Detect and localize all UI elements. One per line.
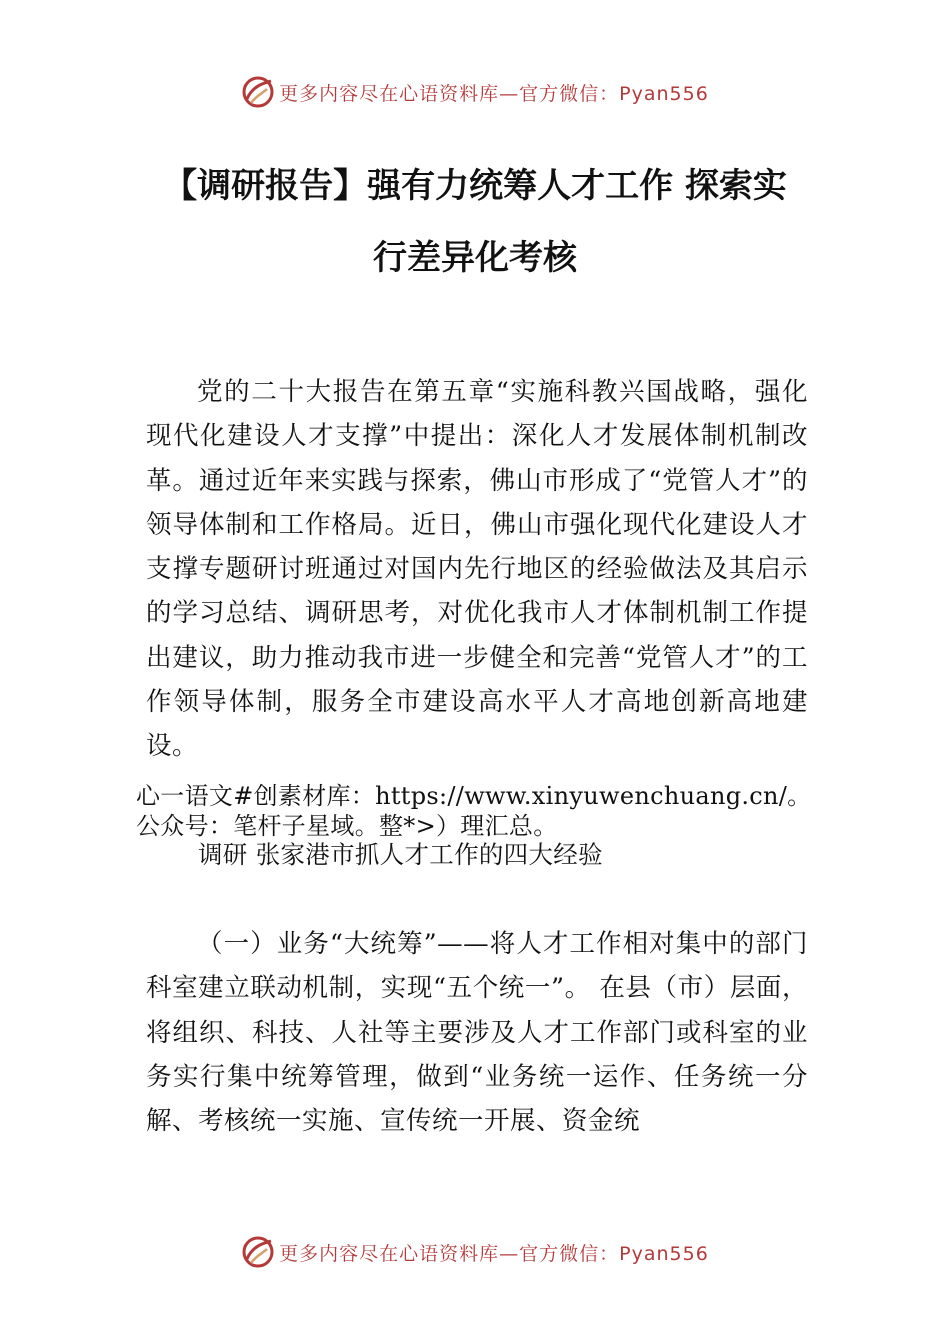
footer-watermark-banner [0,1230,950,1274]
section-subheading: 调研 张家港市抓人才工作的四大经验 [198,840,603,869]
logo-icon [241,1235,275,1269]
banner-text: 更多内容尽在心语资料库—官方微信：Pyan556 [279,1242,709,1265]
source-line-2: 公众号：笔杆子星域。整*>）理汇总。 [136,812,558,840]
header-watermark-banner [0,70,950,114]
source-line-1: 心一语文#创素材库：https://www.xinyuwenchuang.cn/。 [136,782,812,810]
logo-icon [241,75,275,109]
banner-text: 更多内容尽在心语资料库—官方微信：Pyan556 [279,82,709,105]
document-title-line-2: 行差异化考核 [373,238,577,278]
wechat-id: Pyan556 [619,82,709,105]
document-title-line-1: 【调研报告】强有力统筹人才工作 探索实 [163,166,787,206]
wechat-id: Pyan556 [619,1242,709,1265]
body-paragraph-2: （一）业务“大统筹”——将人才工作相对集中的部门科室建立联动机制，实现“五个统一”。 在县（市）层面，将组织、科技、人社等主要涉及人才工作部门或科室的业务实行集中统筹管理，做到“业务统一运作、任务统一分解、考核统一实施、宣传统一开展、资金统 [146,929,808,1137]
body-paragraph-1: 党的二十大报告在第五章“实施科教兴国战略，强化现代化建设人才支撑”中提出：深化人才发展体制机制改革。通过近年来实践与探索，佛山市形成了“党管人才”的领导体制和工作格局。近日，佛山市强化现代化建设人才支撑专题研讨班通过对国内先行地区的经验做法及其启示的学习总结、调研思考，对优化我市人才体制机制工作提出建议，助力推动我市进一步健全和完善“党管人才”的工作领导体制，服务全市建设高水平人才高地创新高地建设。 [146,377,808,762]
